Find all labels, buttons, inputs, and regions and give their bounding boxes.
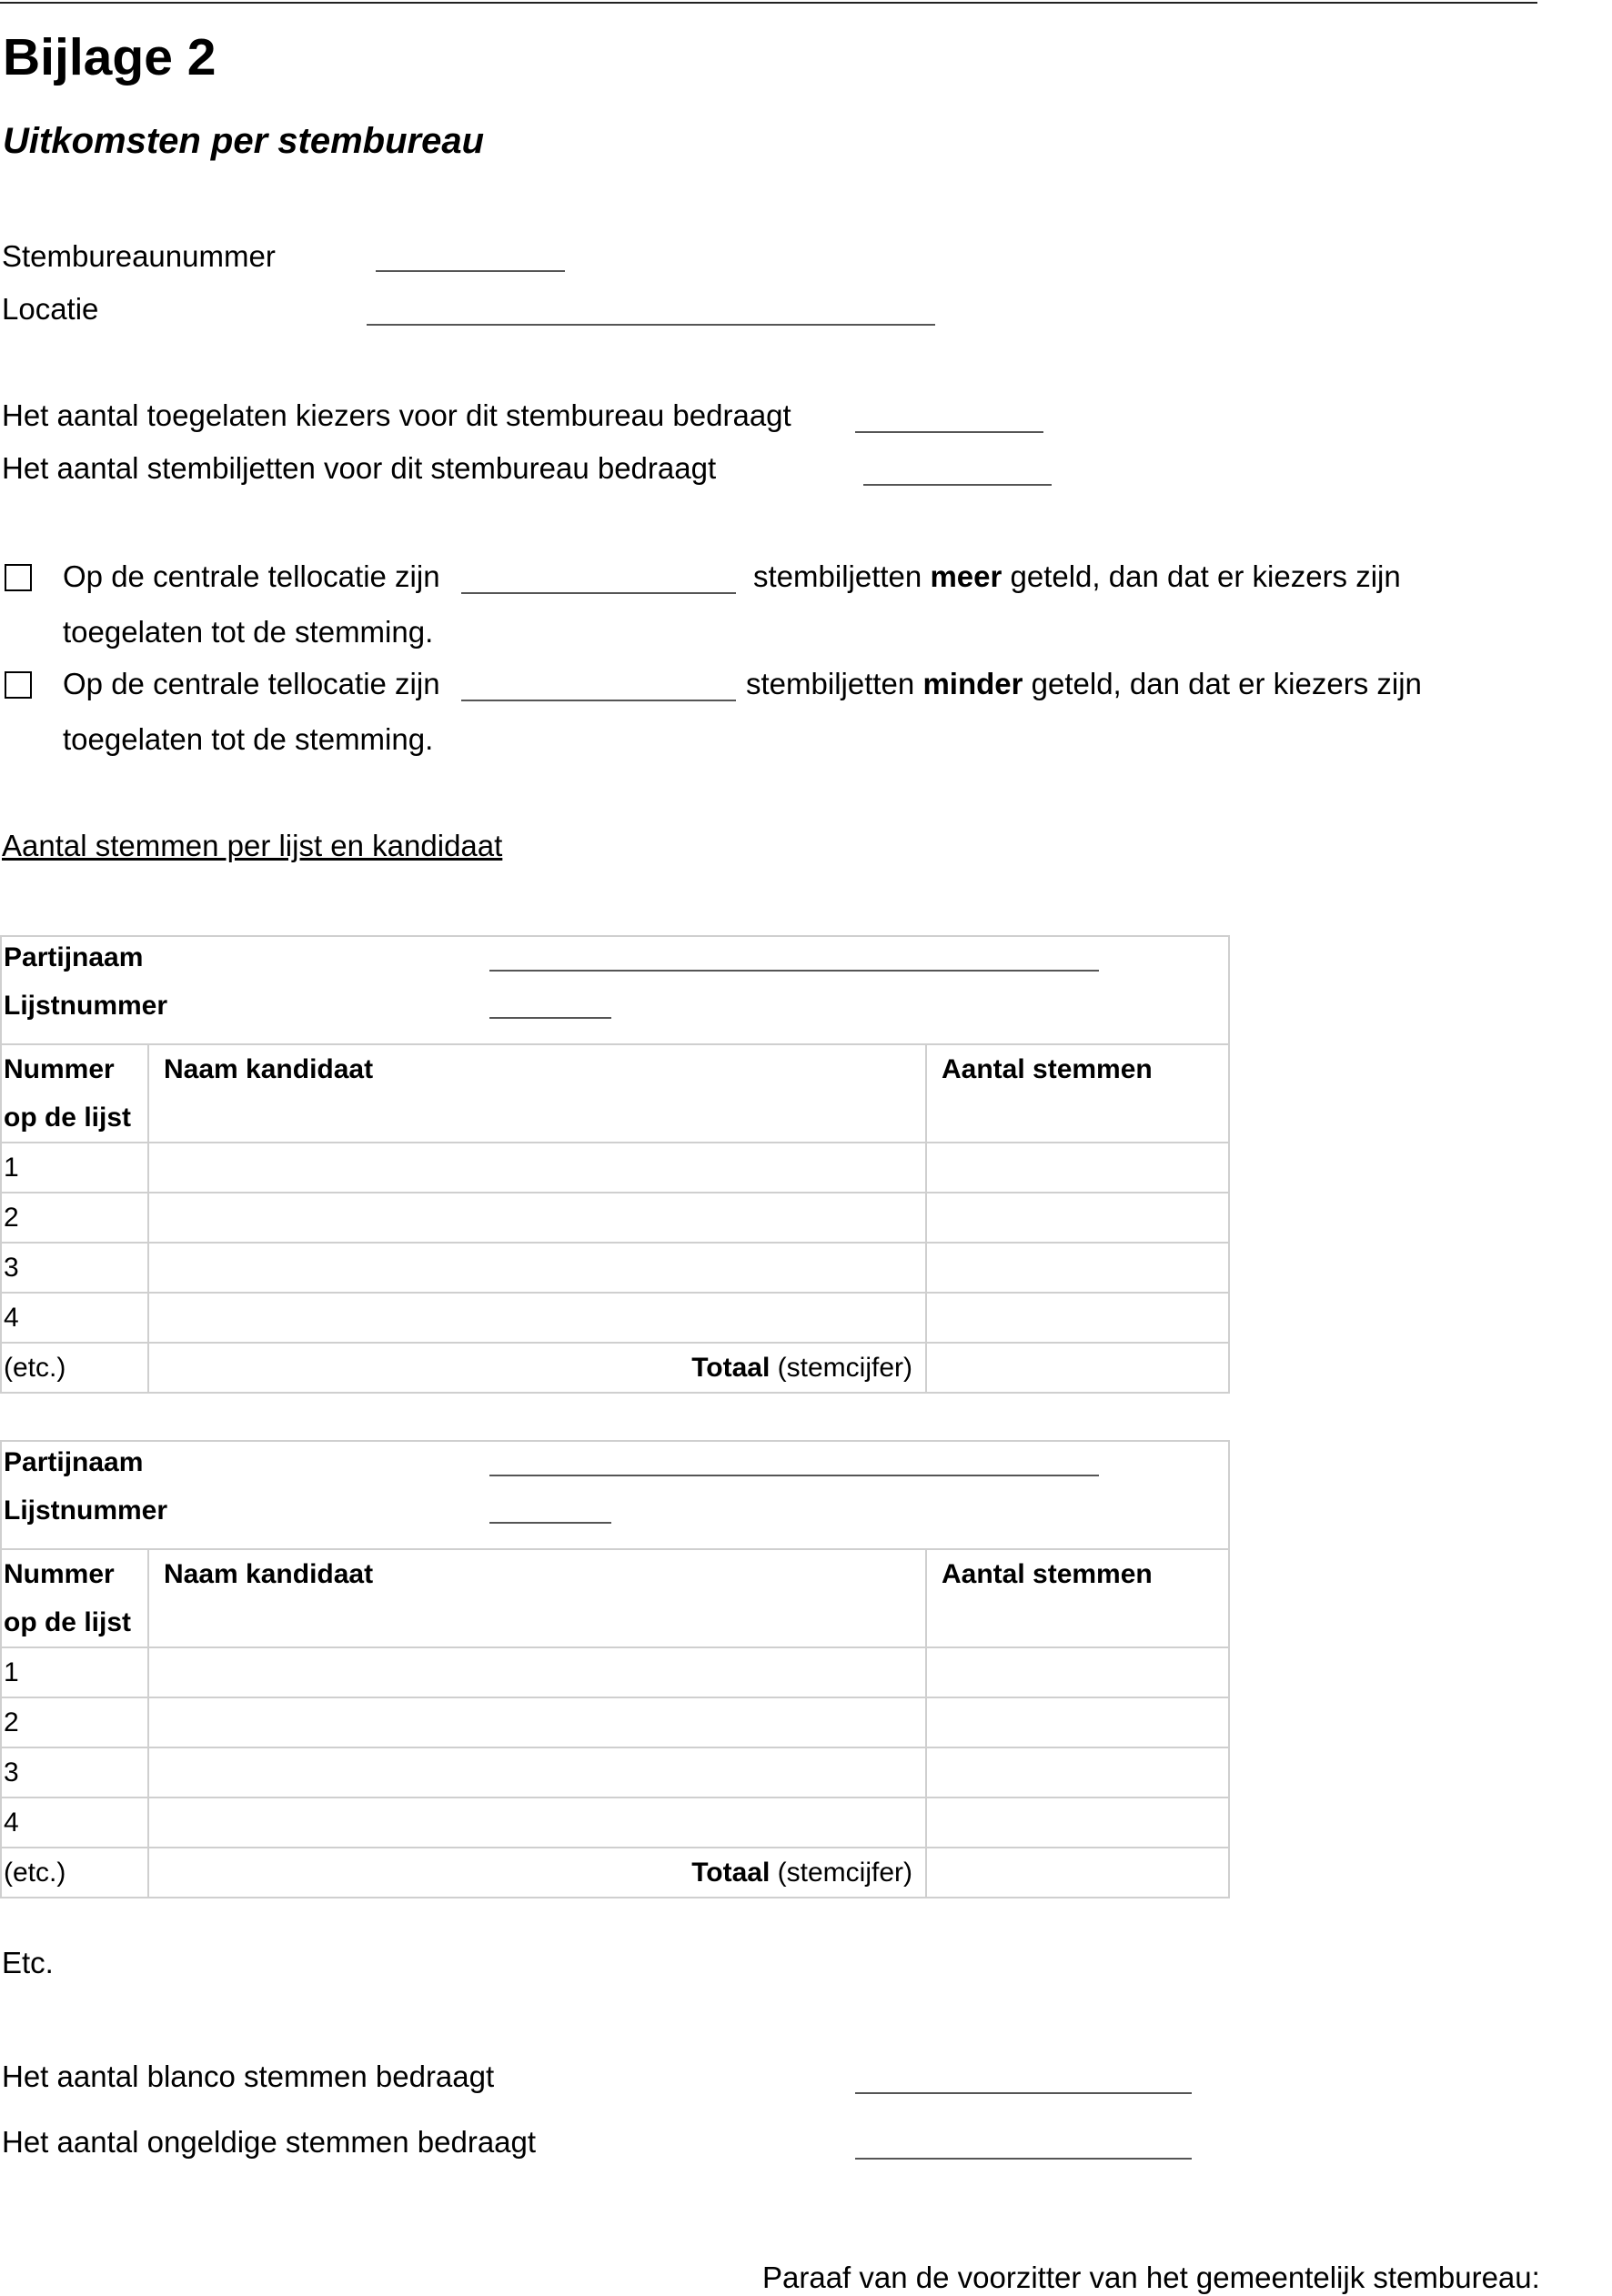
votes-cell[interactable] — [926, 1747, 1229, 1798]
etc-text: Etc. — [2, 1946, 54, 1979]
meer-prefix: Op de centrale tellocatie zijn — [63, 559, 440, 593]
meer-continuation: toegelaten tot de stemming. — [63, 615, 434, 649]
candidate-name-cell[interactable] — [148, 1243, 926, 1293]
meer-text-before: stembiljetten — [753, 559, 931, 593]
minder-count-field[interactable] — [461, 700, 736, 701]
party-header-1 — [1, 936, 1229, 1044]
col-stemmen-header: Aantal stemmen — [926, 1044, 1229, 1143]
candidate-name-cell[interactable] — [148, 1798, 926, 1848]
ongeldig-field[interactable] — [855, 2158, 1192, 2160]
lijstnummer-label: Lijstnummer — [4, 991, 168, 1021]
minder-text — [746, 666, 1422, 702]
row-number: 2 — [1, 1697, 148, 1747]
votes-cell[interactable] — [926, 1293, 1229, 1343]
col-nummer-line1: Nummer — [4, 1559, 115, 1589]
minder-prefix: Op de centrale tellocatie zijn — [63, 667, 440, 700]
row-number: 4 — [1, 1798, 148, 1848]
row-number: 3 — [1, 1243, 148, 1293]
votes-cell[interactable] — [926, 1697, 1229, 1747]
stembiljetten-field[interactable] — [863, 484, 1052, 486]
row-number: 1 — [1, 1143, 148, 1193]
totaal-bold: Totaal — [691, 1353, 771, 1383]
candidate-name-cell[interactable] — [148, 1647, 926, 1697]
lijstnummer-field[interactable] — [489, 1017, 611, 1019]
totaal-label — [148, 1343, 926, 1393]
stembiljetten-label: Het aantal stembiljetten voor dit stembureau bedraagt — [2, 451, 717, 485]
totaal-rest: (stemcijfer) — [770, 1858, 912, 1888]
totaal-cell[interactable] — [926, 1848, 1229, 1898]
toegelaten-kiezers-label: Het aantal toegelaten kiezers voor dit stembureau bedraagt — [2, 398, 791, 432]
meer-checkbox[interactable] — [5, 564, 32, 591]
party-header-2 — [1, 1441, 1229, 1549]
row-number: (etc.) — [1, 1343, 148, 1393]
votes-cell[interactable] — [926, 1193, 1229, 1243]
totaal-bold: Totaal — [691, 1858, 771, 1888]
blanco-label: Het aantal blanco stemmen bedraagt — [2, 2059, 495, 2093]
votes-cell[interactable] — [926, 1647, 1229, 1697]
paraaf-label: Paraaf van de voorzitter van het gemeentelijk stembureau: — [762, 2261, 1540, 2294]
page-subtitle: Uitkomsten per stembureau — [3, 121, 485, 161]
ongeldig-label: Het aantal ongeldige stemmen bedraagt — [2, 2125, 537, 2159]
row-number: 4 — [1, 1293, 148, 1343]
partijnaam-label: Partijnaam — [4, 1447, 144, 1477]
locatie-label: Locatie — [2, 292, 99, 326]
col-nummer-line1: Nummer — [4, 1054, 115, 1084]
lijstnummer-label: Lijstnummer — [4, 1495, 168, 1526]
page-title: Bijlage 2 — [3, 28, 217, 86]
party-table-2 — [0, 1440, 1230, 1898]
votes-cell[interactable] — [926, 1243, 1229, 1293]
votes-cell[interactable] — [926, 1798, 1229, 1848]
candidate-name-cell[interactable] — [148, 1697, 926, 1747]
col-naam-header: Naam kandidaat — [148, 1549, 926, 1647]
partijnaam-label: Partijnaam — [4, 942, 144, 972]
candidate-name-cell[interactable] — [148, 1143, 926, 1193]
row-number: 3 — [1, 1747, 148, 1798]
top-rule — [0, 2, 1537, 4]
col-stemmen-header: Aantal stemmen — [926, 1549, 1229, 1647]
totaal-label — [148, 1848, 926, 1898]
col-nummer-header — [1, 1044, 148, 1143]
totaal-rest: (stemcijfer) — [770, 1353, 912, 1383]
candidate-name-cell[interactable] — [148, 1193, 926, 1243]
meer-bold: meer — [930, 559, 1002, 593]
toegelaten-kiezers-field[interactable] — [855, 431, 1043, 433]
section-heading: Aantal stemmen per lijst en kandidaat — [2, 829, 503, 862]
totaal-cell[interactable] — [926, 1343, 1229, 1393]
candidate-name-cell[interactable] — [148, 1293, 926, 1343]
lijstnummer-field[interactable] — [489, 1522, 611, 1524]
row-number: 1 — [1, 1647, 148, 1697]
meer-text-after: geteld, dan dat er kiezers zijn — [1002, 559, 1401, 593]
minder-text-after: geteld, dan dat er kiezers zijn — [1023, 667, 1422, 700]
candidate-name-cell[interactable] — [148, 1747, 926, 1798]
col-nummer-line2: op de lijst — [4, 1103, 132, 1133]
minder-continuation: toegelaten tot de stemming. — [63, 722, 434, 756]
party-table-1 — [0, 935, 1230, 1394]
locatie-field[interactable] — [367, 324, 935, 326]
blanco-field[interactable] — [855, 2092, 1192, 2094]
meer-count-field[interactable] — [461, 592, 736, 594]
stembureaunummer-field[interactable] — [376, 270, 565, 272]
row-number: (etc.) — [1, 1848, 148, 1898]
meer-text — [753, 559, 1401, 595]
col-nummer-line2: op de lijst — [4, 1607, 132, 1637]
col-nummer-header — [1, 1549, 148, 1647]
stembureaunummer-label: Stembureaunummer — [2, 239, 276, 273]
row-number: 2 — [1, 1193, 148, 1243]
col-naam-header: Naam kandidaat — [148, 1044, 926, 1143]
partijnaam-field[interactable] — [489, 970, 1099, 972]
minder-bold: minder — [922, 667, 1023, 700]
minder-checkbox[interactable] — [5, 671, 32, 699]
partijnaam-field[interactable] — [489, 1475, 1099, 1476]
votes-cell[interactable] — [926, 1143, 1229, 1193]
minder-text-before: stembiljetten — [746, 667, 923, 700]
